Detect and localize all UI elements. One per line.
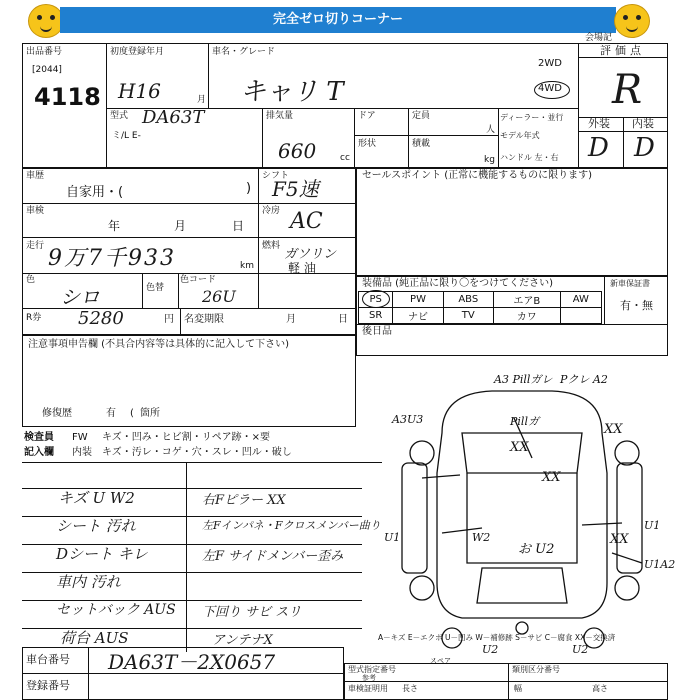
cert-label: 車検証明用 (348, 684, 388, 693)
drive-4wd: 4WD (538, 83, 562, 94)
width-label: 幅 (514, 684, 522, 693)
equip-aw: AW (560, 292, 601, 308)
equip-airbag: エアB (493, 292, 560, 308)
header-block (22, 43, 668, 168)
sales-point-label: セールスポイント (正常に機能するものに限ります) (362, 170, 593, 181)
aircon-label: 冷房 (262, 206, 281, 216)
mark-p-a2: Pクレ A2 (560, 373, 608, 386)
load-label: 積載 (412, 139, 431, 149)
inspection-month: 月 (174, 219, 187, 233)
mark-pillar: Pillガ (510, 415, 539, 428)
note-left-5: セットバック AUS (56, 602, 176, 618)
mileage-label: 走行 (26, 241, 45, 251)
capacity-label: 定員 (412, 111, 431, 121)
inspector-label: 検査員 (24, 432, 54, 443)
repair-history-mark: ( (130, 408, 134, 419)
length-label: 長さ (402, 684, 418, 693)
lot-code: [2044] (32, 65, 62, 75)
shift-label: シフト (262, 171, 290, 181)
mark-a3u3: A3U3 (392, 413, 424, 426)
note-left-2: シート 汚れ (56, 517, 136, 535)
mark-u2-center: お U2 (518, 542, 555, 557)
caution-label: 注意事項申告欄 (不具合内容等は具体的に記入して下さい) (28, 339, 289, 350)
fuel-value: ガソリン (284, 247, 337, 262)
inspector-fw: FW (72, 432, 88, 443)
color-code-value: 26U (202, 287, 236, 306)
repair-history-place: 箇所 (140, 408, 160, 419)
equip-pw: PW (393, 292, 443, 308)
model-spec-ref: 参考 (362, 674, 376, 682)
registration-label: 登録番号 (26, 679, 70, 692)
first-reg-label: 初度登録年月 (110, 47, 165, 57)
note-right-3: 左F サイドメンバー歪み (202, 549, 344, 564)
lot-label: 出品番号 (26, 47, 63, 57)
load-unit: kg (484, 155, 495, 165)
displacement-label: 排気量 (266, 111, 294, 121)
note-right-2: 左Fインパネ・Fクロスメンバー曲り (202, 519, 381, 532)
mark-a3-pillar: A3 Pillガレ (494, 373, 553, 386)
entry-label: 記入欄 (24, 447, 54, 458)
equipment-label: 装備品 (純正品に限り〇をつけてください) (362, 278, 553, 289)
banner-title: 完全ゼロ切りコーナー (60, 7, 616, 33)
fuel-alt: 軽 油 (288, 261, 316, 275)
note-right-1: 右Fピラー XX (202, 493, 286, 508)
ext-label: 外装 (588, 117, 610, 130)
displacement-value: 660 (278, 139, 317, 163)
mascot-icon (614, 4, 650, 38)
model-value: DA63T (142, 107, 205, 128)
entry-row2: キズ・汚レ・コゲ・穴・スレ・凹ル・破し (102, 447, 292, 458)
color-value: シロ (60, 285, 100, 309)
color-label: 色 (26, 275, 36, 285)
warranty-label: 新車保証書 (610, 279, 650, 288)
equip-navi: ナビ (393, 308, 443, 324)
car-name-value: キャリ T (240, 77, 344, 107)
mileage-unit: km (240, 261, 254, 271)
mascot-icon (28, 4, 64, 38)
note-left-3: Dシート キレ (56, 545, 148, 563)
entry-inside: 内装 (72, 447, 92, 458)
model-spec-label: 型式指定番号 (348, 665, 396, 674)
usage-label: 車歴 (26, 171, 45, 181)
mark-u2-bottom-left: U2 (482, 643, 499, 656)
displacement-unit: cc (340, 153, 350, 163)
note-right-6: アンテナX (212, 633, 273, 648)
height-label: 高さ (592, 684, 608, 693)
mark-u1a2: U1A2 (644, 558, 676, 571)
auction-sheet (22, 43, 676, 700)
drive-2wd: 2WD (538, 58, 562, 69)
inspection-day: 日 (232, 219, 245, 233)
mark-u1-left: U1 (384, 531, 401, 544)
note-left-6: 荷台 AUS (60, 629, 129, 647)
int-grade: D (634, 133, 655, 163)
inspection-label: 車検 (26, 206, 45, 216)
usage-close: ) (246, 181, 252, 196)
model-sub: ミ/L E- (112, 131, 141, 141)
recycle-value: 5280 (78, 308, 124, 329)
capacity-unit: 人 (486, 125, 496, 135)
note-left-4: 車内 汚れ (56, 573, 121, 591)
equip-tv: TV (443, 308, 493, 324)
usage-value: 自家用・( (66, 185, 124, 200)
name-change-month: 月 (286, 314, 296, 325)
inspector-row1: キズ・凹み・ヒビ割・リペア跡・×要 (102, 432, 270, 443)
mark-xx-3: XX (604, 422, 623, 437)
equip-sr: SR (359, 308, 393, 324)
shape-label: 形状 (358, 139, 377, 149)
note-left-1: キズ U W2 (58, 489, 135, 507)
model-year-label: モデル年式 (500, 131, 540, 140)
chassis-label: 車台番号 (26, 653, 70, 666)
mark-u1-right: U1 (644, 519, 661, 532)
eval-label: 評価点 (600, 44, 645, 57)
equip-blank (560, 308, 601, 324)
after-note-label: 後日品 (362, 326, 392, 337)
shift-value: F5速 (272, 177, 319, 201)
damage-legend: A－キズ E－エクボ U－凹み W－補修跡 S－サビ C－腐食 XX－交換済 (378, 633, 616, 642)
equip-ps: PS (359, 292, 393, 308)
handle-label: ハンドル 左・右 (500, 153, 559, 162)
paint-change-label: 色替 (146, 283, 165, 293)
mark-xx-2: XX (510, 440, 529, 455)
sales-point-box (356, 168, 668, 276)
recycle-label: R券 (26, 313, 42, 323)
ext-grade: D (588, 133, 609, 163)
mark-xx-4: XX (610, 532, 629, 547)
model-label: 型式 (110, 111, 129, 121)
lot-number: 4118 (34, 83, 101, 111)
color-code-label: 色コード (180, 275, 217, 285)
aircon-value: AC (290, 209, 323, 234)
venue-note: 会場記 (585, 33, 613, 43)
inspection-year: 年 (108, 219, 121, 233)
equip-leather: カワ (493, 308, 560, 324)
chassis-value: DA63T－2X0657 (108, 650, 276, 674)
mark-u2-bottom-right: U2 (572, 643, 589, 656)
note-right-5: 下回り サビ スリ (202, 605, 302, 620)
repair-history-label: 修復歴 (42, 408, 72, 419)
fuel-label: 燃料 (262, 241, 281, 251)
mileage-value: 9万7千933 (48, 246, 176, 271)
car-name-label: 車名・グレード (212, 47, 276, 57)
mark-spare: スペア (430, 657, 451, 665)
mark-w2: W2 (472, 531, 491, 544)
name-change-label: 名変期限 (184, 314, 224, 325)
equipment-table (358, 291, 602, 324)
first-reg-value: H16 (118, 79, 161, 103)
car-damage-diagram (382, 363, 676, 665)
repair-history-value: 有 (106, 408, 116, 419)
ps-circle (362, 290, 390, 308)
first-reg-month: 月 (197, 95, 207, 105)
eval-value: R (612, 67, 643, 113)
dealer-label: ディーラー・並行 (500, 113, 564, 122)
recycle-unit: 円 (164, 314, 174, 325)
class-spec-label: 類別区分番号 (512, 665, 560, 674)
doors-label: ドア (358, 111, 376, 121)
mark-xx-1: XX (542, 470, 561, 485)
name-change-day: 日 (338, 314, 348, 325)
warranty-value: 有・無 (620, 299, 653, 312)
equip-abs: ABS (443, 292, 493, 308)
int-label: 内装 (632, 117, 654, 130)
